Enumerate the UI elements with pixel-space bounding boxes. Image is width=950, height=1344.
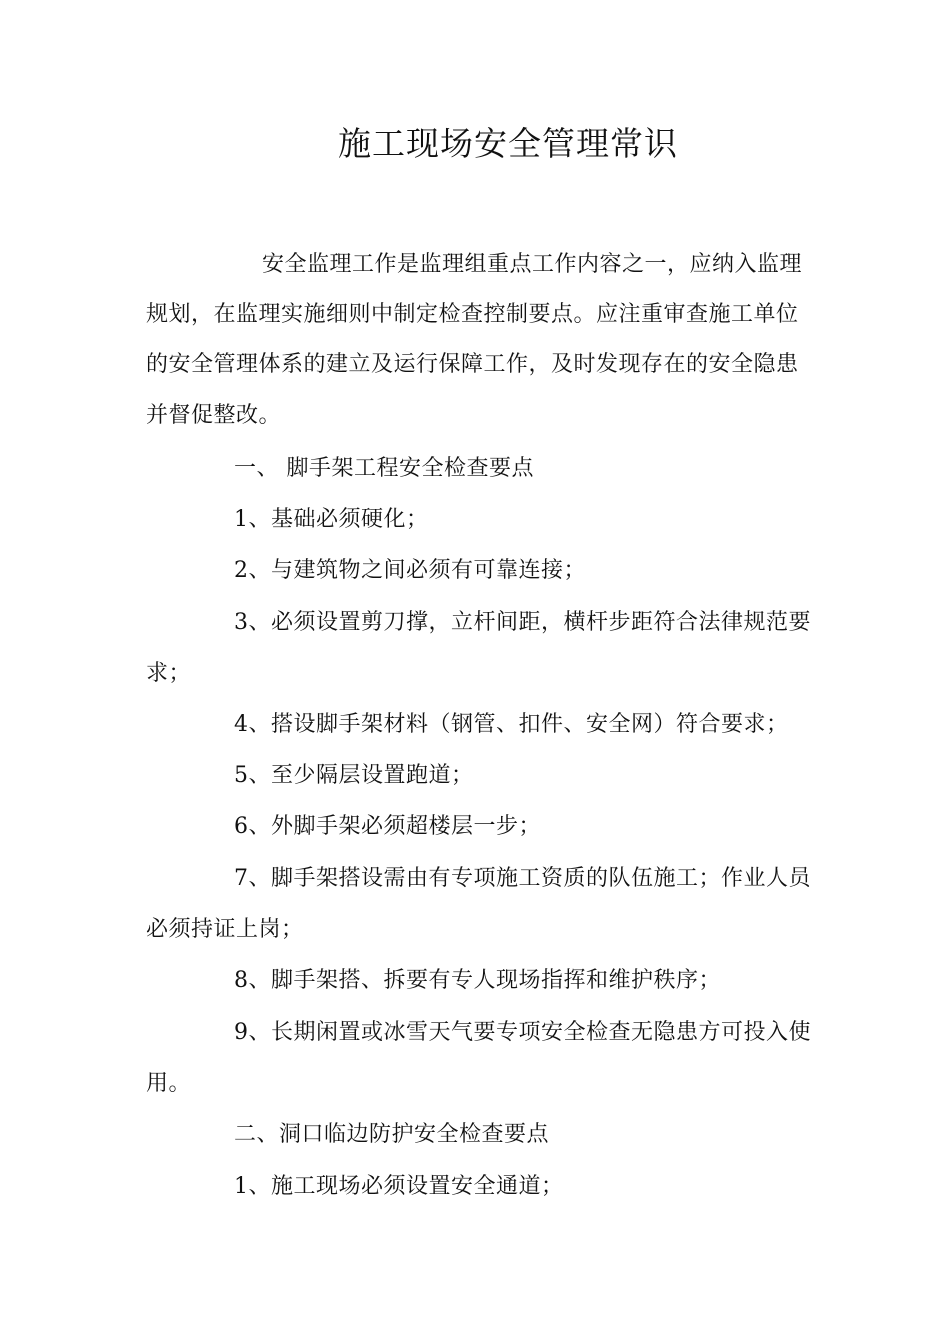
list-item: 8、脚手架搭、拆要有专人现场指挥和维护秩序； <box>234 968 721 993</box>
list-item-continuation: 求； <box>146 661 192 686</box>
list-item: 3、必须设置剪刀撑，立杆间距，横杆步距符合法律规范要 <box>234 610 811 635</box>
paragraph-line: 安全监理工作是监理组重点工作内容之一，应纳入监理 <box>262 252 803 277</box>
list-item: 4、搭设脚手架材料（钢管、扣件、安全网）符合要求； <box>234 712 789 737</box>
list-item: 5、至少隔层设置跑道； <box>234 763 474 788</box>
list-item-continuation: 必须持证上岗； <box>146 917 304 942</box>
list-item: 1、施工现场必须设置安全通道； <box>234 1174 564 1199</box>
list-item: 9、长期闲置或冰雪天气要专项安全检查无隐患方可投入使 <box>234 1020 811 1045</box>
list-item: 7、脚手架搭设需由有专项施工资质的队伍施工；作业人员 <box>234 866 811 891</box>
paragraph-line: 并督促整改。 <box>146 403 282 428</box>
list-item: 2、与建筑物之间必须有可靠连接； <box>234 558 586 583</box>
list-item-continuation: 用。 <box>146 1071 192 1096</box>
paragraph-line: 规划，在监理实施细则中制定检查控制要点。应注重审查施工单位 <box>146 302 799 327</box>
document-title: 施工现场安全管理常识 <box>338 124 678 163</box>
list-item: 1、基础必须硬化； <box>234 507 429 532</box>
section-heading: 一、 脚手架工程安全检查要点 <box>234 456 534 481</box>
list-item: 6、外脚手架必须超楼层一步； <box>234 814 541 839</box>
section-heading: 二、洞口临边防护安全检查要点 <box>234 1122 550 1147</box>
paragraph-line: 的安全管理体系的建立及运行保障工作，及时发现存在的安全隐患 <box>146 352 799 377</box>
